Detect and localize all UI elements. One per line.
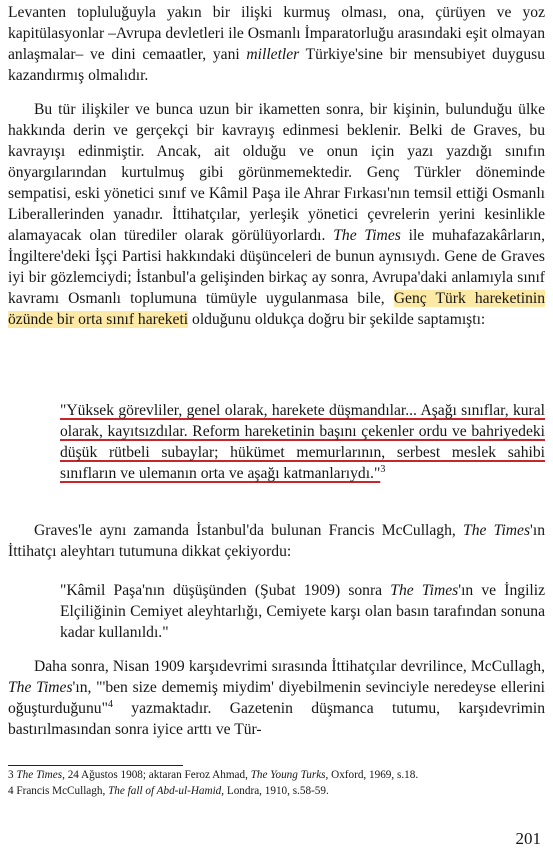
paragraph-2-text-a: Bu tür ilişkiler ve bunca uzun bir ikametten sonra, bir kişinin, bulunduğu ülke hakkında derin ve gerçekçi bir kavrayış edinmesi beklenir. Belki de Graves, bu kavrayışı edinmiştir. Ancak, ait olduğu ve onun için yazı yazdığı sınıfın önyargılarından kurtulmuş gibi görünmemektedir. Genç Türkler döneminde sempatisi, eski yönetici sınıf ve Kâmil Paşa ile Ahrar Fırkası'nın temsil ettiği Osmanlı Liberallerinden yanadır. İttihatçılar, yerleşik yönetici çevrelerin yerini kesinlikle alamayacak olan türediler olarak görülüyorlardı. <box>8 101 545 244</box>
highlighted-phrase: Genç Türk hareketinin özünde bir orta sınıf hareketi <box>8 290 545 328</box>
footnote-text: , Oxford, 1969, s.18. <box>325 769 419 781</box>
paragraph-4-text-a: Daha sonra, Nisan 1909 karşıdevrimi sırasında İttihatçılar devrilince, McCullagh, <box>34 658 545 675</box>
quote-2-text-a: "Kâmil Paşa'nın düşüşünden (Şubat 1909) sonra <box>60 582 391 599</box>
quote-2-text-b: 'ın ve İngiliz Elçiliğinin Cemiyet aleyhtarlığı, Cemiyete karşı olan basın tarafından sonuna kadar kullanıldı." <box>60 582 545 641</box>
paragraph-2-text-b: ile muhafazakârların, İngiltere'deki İşçi Partisi hakkındaki düşünceleri de bunun aynısıydı. Gene de Graves iyi bir gözlemciydi; İstanbul'a gelişinden birkaç ay sonra, Avrupa'daki anlamıyla sınıf kavramı Osmanlı toplumuna tümüyle uygulanmasa bile, <box>8 227 545 307</box>
paragraph-1 <box>8 2 545 86</box>
paragraph-1-italic: milletler <box>246 46 300 63</box>
footnote-4 <box>8 784 545 799</box>
paragraph-3-text-a: Graves'le aynı zamanda İstanbul'da bulunan Francis McCullagh, <box>34 522 464 539</box>
paragraph-2-italic: The Times <box>333 227 401 244</box>
footnote-italic: The Times <box>16 769 63 781</box>
paragraph-1-text-b: Türkiye'sine bir mensubiyet duygusu kazandırmış olmalıdır. <box>8 46 545 84</box>
quote-2-italic: The Times <box>390 582 459 599</box>
footnote-3 <box>8 768 545 783</box>
block-quote-2 <box>60 580 545 643</box>
footnote-italic: The Young Turks <box>250 769 326 781</box>
paragraph-2 <box>8 99 545 330</box>
paragraph-4-text-c: yazmaktadır. Gazetenin düşmanca tutumu, karşıdevrimin bastırılmasından sonra iyice arttı ve Tür- <box>8 700 545 738</box>
footnote-divider <box>8 765 183 766</box>
paragraph-4-text-b: 'ın, "'ben size dememiş miydim' diyebilmenin sevinciyle neredeyse ellerini oğuşturduğunu" <box>8 679 545 717</box>
footnote-text: , Londra, 1910, s.58-59. <box>221 785 329 797</box>
footnote-marker-3: 3 <box>380 464 386 475</box>
paragraph-1-text-a: Levanten topluluğuyla yakın bir ilişki kurmuş olması, ona, çürüyen ve yoz kapitülasyonlar –Avrupa devletleri ile Osmanlı İmparatorluğu arasındaki eşit olmayan anlaşmalar– ve dini cemaatler, yani <box>8 4 545 63</box>
paragraph-4-italic: The Times <box>8 679 73 696</box>
footnote-number: 4 <box>8 785 14 797</box>
paragraph-4 <box>8 656 545 740</box>
paragraph-3-italic: The Times <box>463 522 531 539</box>
footnote-text: Francis McCullagh, <box>16 785 109 797</box>
footnote-italic: The fall of Abd-ul-Hamid <box>108 785 222 797</box>
paragraph-2-text-c: olduğunu oldukça doğru bir şekilde saptamıştı: <box>188 311 486 328</box>
footnote-marker-4: 4 <box>107 699 113 710</box>
paragraph-3 <box>8 520 545 562</box>
footnote-number: 3 <box>8 769 14 781</box>
block-quote-1 <box>60 400 545 484</box>
underlined-quote: "Yüksek görevliler, genel olarak, harekete düşmandılar... Aşağı sınıflar, kural olarak, kayıtsızdılar. Reform hareketinin başını çekenler ordu ve bahriyedeki düşük rütbeli subaylar; hükümet memurlarının, serbest meslek sahibi sınıfların ve ulemanın orta ve aşağı katmanlarıydı." <box>60 402 545 482</box>
page-number: 201 <box>515 829 541 848</box>
paragraph-3-text-b: 'ın İttihatçı aleyhtarı tutumuna dikkat çekiyordu: <box>8 522 545 560</box>
footnote-text: , 24 Ağustos 1908; aktaran Feroz Ahmad, <box>62 769 251 781</box>
